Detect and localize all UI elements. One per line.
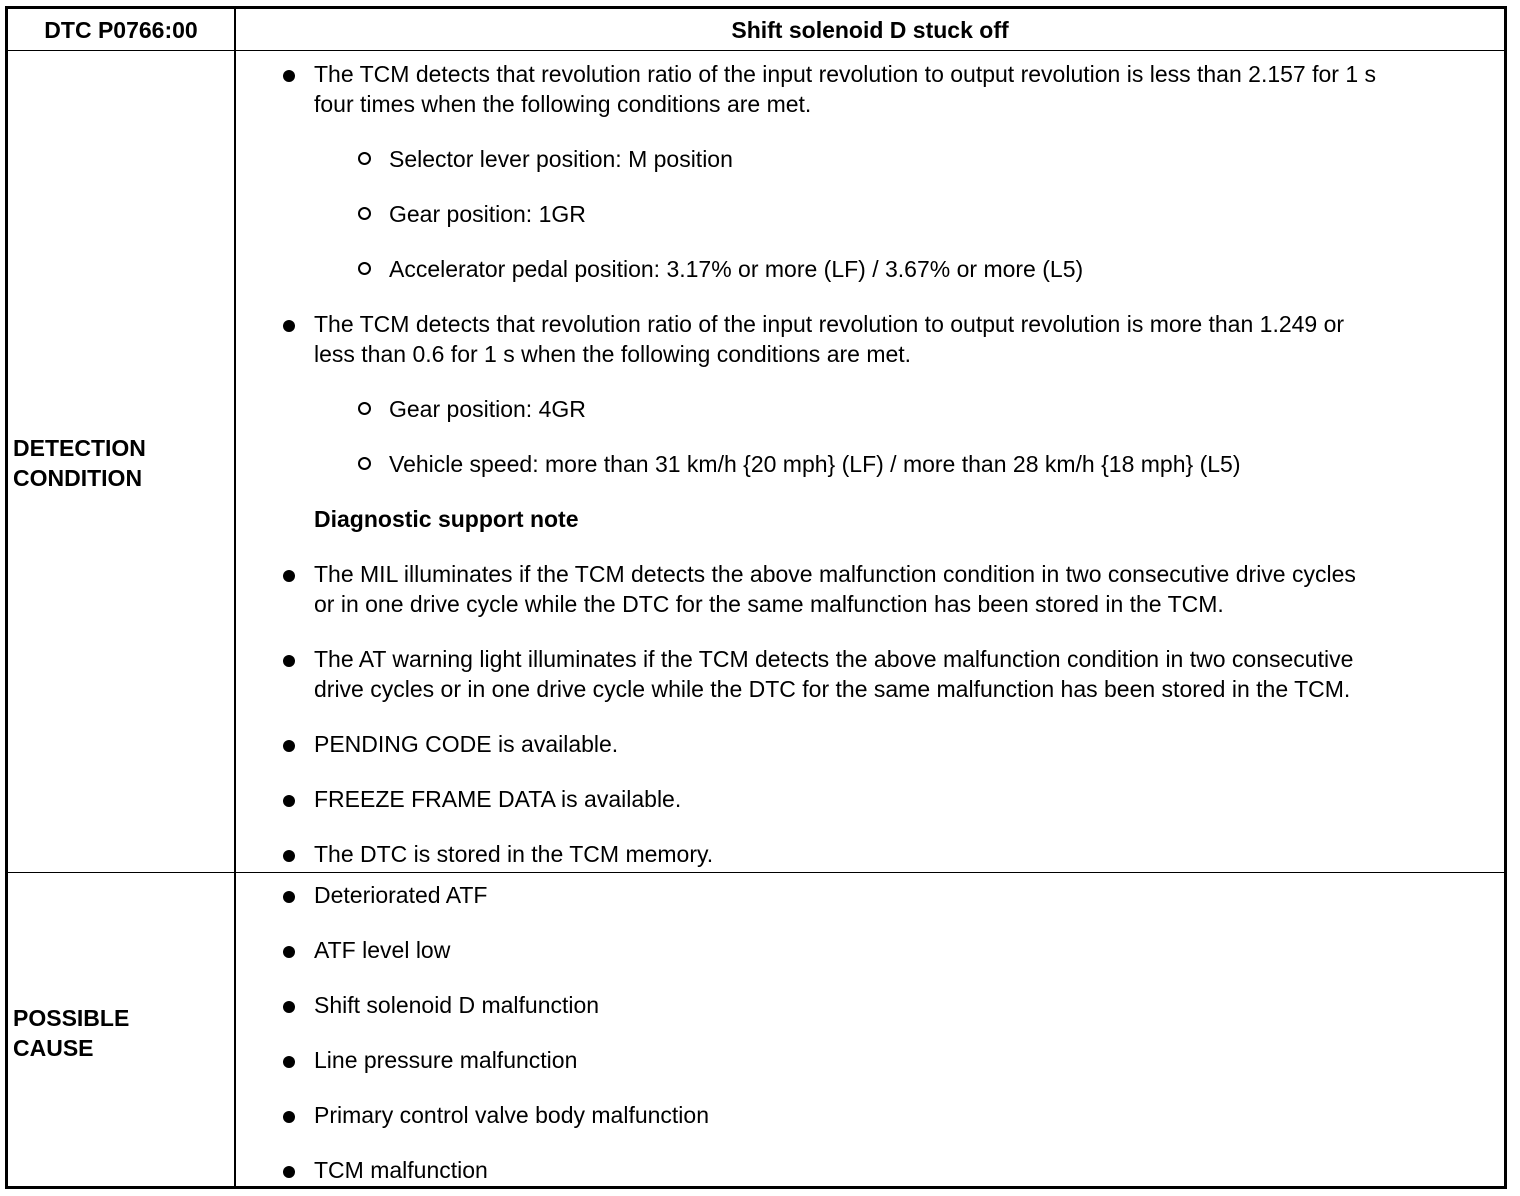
support-note-5: The DTC is stored in the TCM memory. <box>314 841 714 867</box>
support-note-3: PENDING CODE is available. <box>314 731 619 757</box>
possible-cause-item: Primary control valve body malfunction <box>314 1102 709 1128</box>
sub-bullet-icon <box>358 457 371 470</box>
bullet-icon <box>283 320 295 332</box>
detection-label-line: CONDITION <box>13 465 143 491</box>
bullet-icon <box>283 740 295 752</box>
detection-label-line: DETECTION <box>13 435 146 461</box>
detection-item-2-subitem: Gear position: 4GR <box>389 396 586 422</box>
possible-cause-item: ATF level low <box>314 937 451 963</box>
sub-bullet-icon <box>358 152 371 165</box>
detection-item-1-subitem: Selector lever position: M position <box>389 146 733 172</box>
possible-cause-item: Line pressure malfunction <box>314 1047 578 1073</box>
bullet-icon <box>283 795 295 807</box>
possible-cause-label-line: POSSIBLE <box>13 1005 130 1031</box>
support-note-1-line-1: The MIL illuminates if the TCM detects the above malfunction condition in two consecutive drive cycles <box>314 561 1356 587</box>
detection-item-2-line-2: less than 0.6 for 1 s when the following conditions are met. <box>314 341 912 367</box>
support-note-4: FREEZE FRAME DATA is available. <box>314 786 682 812</box>
column-divider <box>234 9 236 1186</box>
possible-cause-item: Shift solenoid D malfunction <box>314 992 600 1018</box>
bullet-icon <box>283 1166 295 1178</box>
support-note-1-line-2: or in one drive cycle while the DTC for the same malfunction has been stored in the TCM. <box>314 591 1224 617</box>
support-note-2-line-2: drive cycles or in one drive cycle while the DTC for the same malfunction has been stored in the TCM. <box>314 676 1351 702</box>
sub-bullet-icon <box>358 402 371 415</box>
detection-item-1-subitem: Accelerator pedal position: 3.17% or more (LF) / 3.67% or more (L5) <box>389 256 1084 282</box>
bullet-icon <box>283 570 295 582</box>
detection-item-1-line-1: The TCM detects that revolution ratio of the input revolution to output revolution is less than 2.157 for 1 s <box>314 61 1377 87</box>
detection-condition-label <box>13 433 231 493</box>
detection-item-2-subitem: Vehicle speed: more than 31 km/h {20 mph} (LF) / more than 28 km/h {18 mph} (L5) <box>389 451 1241 477</box>
header-row-divider <box>8 50 1504 51</box>
bullet-icon <box>283 891 295 903</box>
bullet-icon <box>283 1111 295 1123</box>
possible-cause-item: TCM malfunction <box>314 1157 488 1183</box>
section-row-divider <box>8 872 1504 873</box>
bullet-icon <box>283 70 295 82</box>
sub-bullet-icon <box>358 262 371 275</box>
sub-bullet-icon <box>358 207 371 220</box>
dtc-table <box>5 6 1507 1189</box>
dtc-title-cell: Shift solenoid D stuck off <box>731 17 1009 43</box>
possible-cause-label <box>13 1003 231 1063</box>
support-note-2-line-1: The AT warning light illuminates if the TCM detects the above malfunction condition in two consecutive <box>314 646 1354 672</box>
detection-item-2-line-1: The TCM detects that revolution ratio of the input revolution to output revolution is more than 1.249 or <box>314 311 1345 337</box>
support-note-heading: Diagnostic support note <box>314 506 579 532</box>
possible-cause-label-line: CAUSE <box>13 1035 94 1061</box>
bullet-icon <box>283 946 295 958</box>
bullet-icon <box>283 1001 295 1013</box>
bullet-icon <box>283 655 295 667</box>
detection-item-1-line-2: four times when the following conditions are met. <box>314 91 812 117</box>
bullet-icon <box>283 1056 295 1068</box>
detection-item-1-subitem: Gear position: 1GR <box>389 201 586 227</box>
dtc-code-cell: DTC P0766:00 <box>44 17 198 43</box>
bullet-icon <box>283 850 295 862</box>
possible-cause-item: Deteriorated ATF <box>314 882 488 908</box>
